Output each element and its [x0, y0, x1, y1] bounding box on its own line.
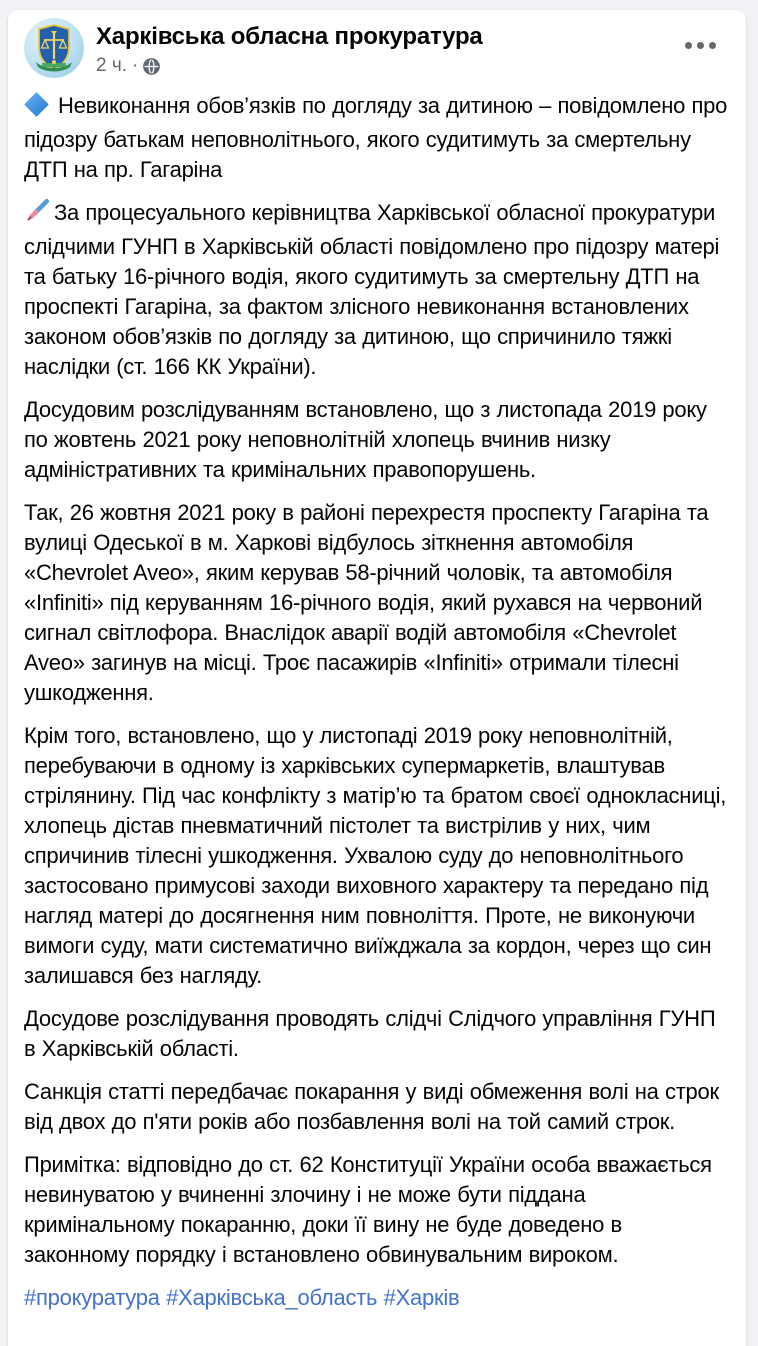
post-paragraph: Так, 26 жовтня 2021 року в районі перехрестя проспекту Гагаріна та вулиці Одеської в м. Харкові відбулось зіткнення автомобіля «Chevrolet Aveo», яким керував 58-річний чоловік, та автомобіля «Infiniti» під керуванням 16-річного водія, який рухався на червоний сигнал світлофора. Внаслідок аварії водій автомобіля «Chevrolet Aveo» загинув на місці. Троє пасажирів «Infiniti» отримали тілесні ушкодження.: [24, 500, 709, 705]
post-paragraph: Санкція статті передбачає покарання у виді обмеження волі на строк від двох до п'яти років або позбавлення волі на той самий строк.: [24, 1079, 719, 1134]
post-paragraph: [24, 91, 730, 185]
hashtag-row: [24, 1283, 730, 1313]
more-options-icon: [685, 42, 692, 49]
post-header: [24, 18, 730, 78]
hashtag-link[interactable]: #Харків: [383, 1285, 460, 1310]
post-paragraph: Крім того, встановлено, що у листопаді 2019 року неповнолітній, перебуваючи в одному із харківських супермаркетів, влаштував стрілянину. Під час конфлікту з матір’ю та братом своєї однокласниці, хлопець дістав пневматичний пістолет та вистрілив у них, чим спричинив тілесні ушкодження. Ухвалою суду до неповнолітнього застосовано примусові заходи виховного характеру та передано під нагляд матері до досягнення ним повноліття. Проте, не виконуючи вимоги суду, мати систематично виїжджала за кордон, через що син залишався без нагляду.: [24, 723, 727, 988]
post-paragraph: Досудове розслідування проводять слідчі Слідчого управління ГУНП в Харківській області.: [24, 1006, 716, 1061]
post-paragraph: Досудовим розслідуванням встановлено, що з листопада 2019 року по жовтень 2021 року неповнолітній хлопець вчинив низку адміністративних та кримінальних правопорушень.: [24, 397, 707, 482]
post-paragraph: [24, 198, 730, 382]
hashtag-link[interactable]: #прокуратура: [24, 1285, 160, 1310]
post-meta: [96, 55, 677, 77]
avatar[interactable]: [24, 18, 84, 78]
post-content: [24, 91, 730, 1313]
globe-icon: [143, 58, 160, 75]
facebook-post-card: [8, 10, 746, 1346]
post-paragraph: Примітка: відповідно до ст. 62 Конституції України особа вважається невинуватою у вчиненні злочину і не може бути піддана кримінальному покаранню, доки її вину не буде доведено в законному порядку і встановлено обвинувальним вироком.: [24, 1152, 712, 1267]
timestamp[interactable]: 2 ч.: [96, 55, 128, 76]
author-name[interactable]: Харківська обласна прокуратура: [96, 23, 483, 50]
hashtag-link[interactable]: #Харківська_область: [166, 1285, 378, 1310]
prosecutor-coat-of-arms-icon: [24, 18, 84, 78]
more-options-button[interactable]: [677, 34, 724, 57]
pen-icon: [24, 198, 50, 232]
post-header-text: [96, 18, 677, 77]
blue-diamond-icon: [24, 92, 49, 125]
paragraph-text: Невиконання обов’язків по догляду за дитиною – повідомлено про підозру батькам неповнолітнього, якого судитимуть за смертельну ДТП на пр. Гагаріна: [24, 93, 728, 182]
meta-separator: ·: [132, 55, 139, 76]
paragraph-text: За процесуального керівництва Харківської обласної прокуратури слідчими ГУНП в Харківській області повідомлено про підозру матері та батьку 16-річного водія, якого судитимуть за смертельну ДТП на проспекті Гагаріна, за фактом злісного невиконання встановлених законом обов’язків по догляду за дитиною, що спричинило тяжкі наслідки (ст. 166 КК України).: [24, 200, 720, 379]
